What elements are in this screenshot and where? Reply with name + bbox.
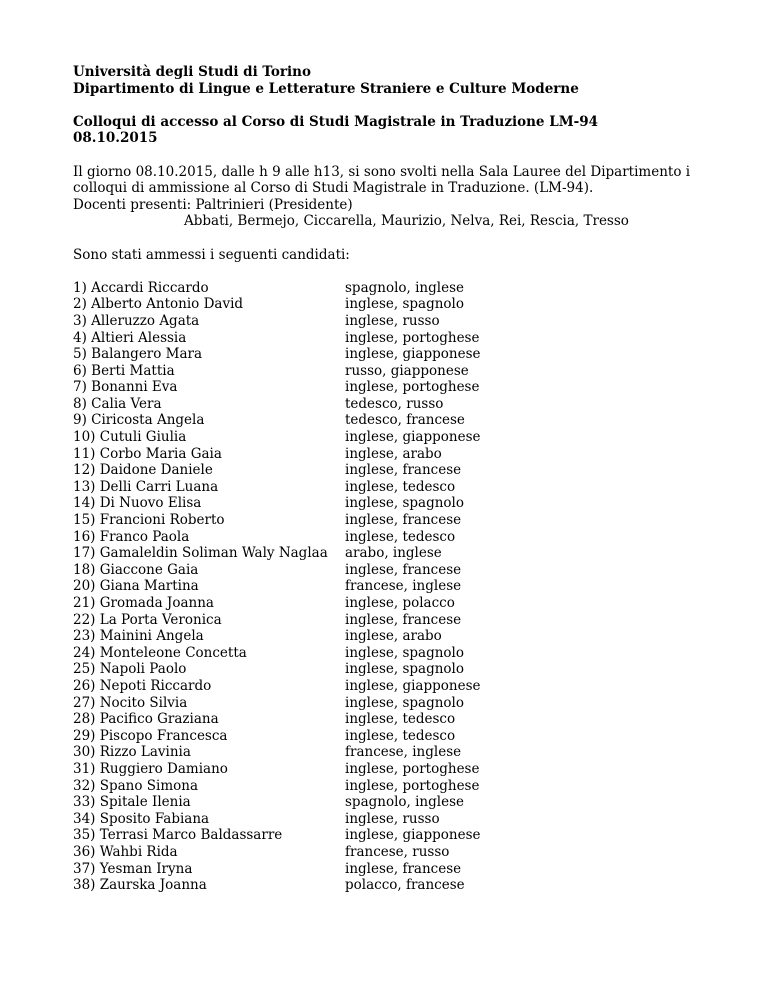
candidate-name: 31) Ruggiero Damiano — [73, 760, 228, 777]
candidate-languages: inglese, francese — [345, 462, 462, 479]
candidate-languages: arabo, inglese — [345, 545, 442, 562]
candidate-languages: inglese, portoghese — [345, 760, 480, 777]
paragraph-line-2: colloqui di ammissione al Corso di Studi Magistrale in Traduzione. (LM-94). — [73, 180, 594, 197]
candidate-name: 13) Delli Carri Luana — [73, 478, 219, 495]
candidate-name: 30) Rizzo Lavinia — [73, 744, 191, 761]
candidate-languages: inglese, spagnolo — [345, 644, 464, 661]
candidate-row — [73, 744, 733, 761]
candidate-name: 20) Giana Martina — [73, 578, 199, 595]
candidate-languages: inglese, francese — [345, 860, 462, 877]
candidate-row — [73, 346, 733, 363]
candidate-row — [73, 512, 733, 529]
candidate-languages: inglese, giapponese — [345, 677, 481, 694]
candidate-name: 25) Napoli Paolo — [73, 661, 187, 678]
candidate-languages: francese, inglese — [345, 578, 462, 595]
candidate-name: 12) Daidone Daniele — [73, 462, 213, 479]
candidate-languages: inglese, giapponese — [345, 827, 481, 844]
candidate-row — [73, 495, 733, 512]
candidate-row — [73, 529, 733, 546]
paragraph-line-1: Il giorno 08.10.2015, dalle h 9 alle h13, si sono svolti nella Sala Lauree del Dipartimento i — [73, 163, 691, 180]
candidate-row — [73, 844, 733, 861]
candidate-row — [73, 645, 733, 662]
candidate-row — [73, 827, 733, 844]
candidate-languages: inglese, polacco — [345, 595, 455, 611]
candidate-languages: inglese, francese — [345, 512, 462, 529]
candidate-languages: inglese, spagnolo — [345, 661, 464, 678]
candidate-name: 6) Berti Mattia — [73, 362, 175, 379]
candidate-row — [73, 396, 733, 413]
candidate-row — [73, 678, 733, 695]
candidate-languages: inglese, tedesco — [345, 478, 456, 495]
candidate-languages: inglese, russo — [345, 810, 440, 827]
candidate-row — [73, 695, 733, 712]
candidate-name: 37) Yesman Iryna — [73, 860, 193, 877]
candidate-languages: inglese, portoghese — [345, 379, 480, 396]
candidate-name: 26) Nepoti Riccardo — [73, 677, 212, 694]
candidate-name: 4) Altieri Alessia — [73, 329, 187, 346]
candidate-name: 8) Calia Vera — [73, 395, 162, 412]
candidate-name: 11) Corbo Maria Gaia — [73, 445, 222, 462]
candidate-row — [73, 661, 733, 678]
candidate-name: 33) Spitale Ilenia — [73, 794, 191, 811]
candidate-row — [73, 363, 733, 380]
candidate-row — [73, 412, 733, 429]
candidate-languages: inglese, arabo — [345, 445, 442, 462]
candidate-row — [73, 595, 733, 612]
candidate-languages: inglese, spagnolo — [345, 495, 464, 512]
candidates-intro: Sono stati ammessi i seguenti candidati: — [73, 246, 350, 263]
candidate-row — [73, 545, 733, 562]
candidate-name: 38) Zaurska Joanna — [73, 877, 207, 894]
candidate-languages: inglese, portoghese — [345, 329, 480, 346]
candidate-languages: inglese, francese — [345, 611, 462, 628]
candidate-name: 28) Pacifico Graziana — [73, 711, 219, 728]
candidate-languages: inglese, portoghese — [345, 777, 480, 794]
candidate-row — [73, 479, 733, 496]
candidate-row — [73, 811, 733, 828]
candidate-languages: inglese, tedesco — [345, 711, 456, 728]
candidate-row — [73, 794, 733, 811]
candidate-row — [73, 446, 733, 463]
candidate-row — [73, 578, 733, 595]
document-page — [73, 64, 733, 894]
candidate-row — [73, 313, 733, 330]
candidate-name: 17) Gamaleldin Soliman Waly Naglaa — [73, 545, 328, 562]
candidate-name: 7) Bonanni Eva — [73, 379, 178, 396]
candidate-name: 10) Cutuli Giulia — [73, 429, 187, 446]
candidate-languages: spagnolo, inglese — [345, 794, 464, 811]
candidate-languages: tedesco, francese — [345, 412, 465, 429]
candidate-list — [73, 280, 733, 894]
candidate-row — [73, 711, 733, 728]
candidate-name: 15) Francioni Roberto — [73, 512, 225, 529]
candidate-languages: inglese, tedesco — [345, 727, 456, 744]
candidate-row — [73, 728, 733, 745]
candidate-languages: inglese, spagnolo — [345, 296, 464, 313]
candidate-languages: spagnolo, inglese — [345, 279, 464, 296]
department-name: Dipartimento di Lingue e Letterature Straniere e Culture Moderne — [73, 80, 579, 97]
candidate-name: 23) Mainini Angela — [73, 628, 204, 645]
candidate-languages: inglese, giapponese — [345, 346, 481, 363]
candidate-languages: inglese, tedesco — [345, 528, 456, 545]
candidate-name: 27) Nocito Silvia — [73, 694, 188, 711]
candidate-name: 1) Accardi Riccardo — [73, 279, 209, 296]
candidate-row — [73, 761, 733, 778]
candidate-name: 9) Ciricosta Angela — [73, 412, 205, 429]
candidate-name: 5) Balangero Mara — [73, 346, 203, 363]
docenti-presidente: Docenti presenti: Paltrinieri (Presidente) — [73, 196, 353, 213]
candidate-name: 22) La Porta Veronica — [73, 611, 222, 628]
candidate-row — [73, 612, 733, 629]
candidate-row — [73, 877, 733, 894]
candidate-name: 34) Sposito Fabiana — [73, 810, 210, 827]
candidate-name: 21) Gromada Joanna — [73, 595, 214, 611]
university-name: Università degli Studi di Torino — [73, 64, 311, 80]
candidate-languages: inglese, giapponese — [345, 429, 481, 446]
candidate-languages: tedesco, russo — [345, 395, 444, 412]
candidate-name: 32) Spano Simona — [73, 777, 199, 794]
document-title: Colloqui di accesso al Corso di Studi Magistrale in Traduzione LM-94 — [73, 113, 599, 130]
candidate-languages: inglese, arabo — [345, 628, 442, 645]
candidate-name: 18) Giaccone Gaia — [73, 561, 199, 578]
docenti-list: Abbati, Bermejo, Ciccarella, Maurizio, Nelva, Rei, Rescia, Tresso — [184, 213, 629, 230]
candidate-languages: inglese, spagnolo — [345, 694, 464, 711]
candidate-row — [73, 462, 733, 479]
candidate-row — [73, 861, 733, 878]
candidate-name: 35) Terrasi Marco Baldassarre — [73, 827, 283, 844]
candidate-row — [73, 296, 733, 313]
candidate-row — [73, 628, 733, 645]
candidate-name: 2) Alberto Antonio David — [73, 296, 244, 313]
candidate-row — [73, 429, 733, 446]
candidate-row — [73, 778, 733, 795]
candidate-name: 29) Piscopo Francesca — [73, 727, 228, 744]
candidate-name: 36) Wahbi Rida — [73, 843, 178, 860]
candidate-languages: polacco, francese — [345, 877, 465, 894]
candidate-languages: inglese, russo — [345, 312, 440, 329]
candidate-row — [73, 379, 733, 396]
candidate-languages: russo, giapponese — [345, 362, 469, 379]
candidate-row — [73, 280, 733, 297]
candidate-languages: inglese, francese — [345, 561, 462, 578]
candidate-row — [73, 330, 733, 347]
candidate-name: 24) Monteleone Concetta — [73, 644, 247, 661]
candidate-name: 16) Franco Paola — [73, 528, 190, 545]
candidate-languages: francese, russo — [345, 843, 450, 860]
candidate-name: 14) Di Nuovo Elisa — [73, 495, 202, 512]
candidate-row — [73, 562, 733, 579]
candidate-languages: francese, inglese — [345, 744, 462, 761]
document-date: 08.10.2015 — [73, 130, 158, 147]
candidate-name: 3) Alleruzzo Agata — [73, 312, 200, 329]
